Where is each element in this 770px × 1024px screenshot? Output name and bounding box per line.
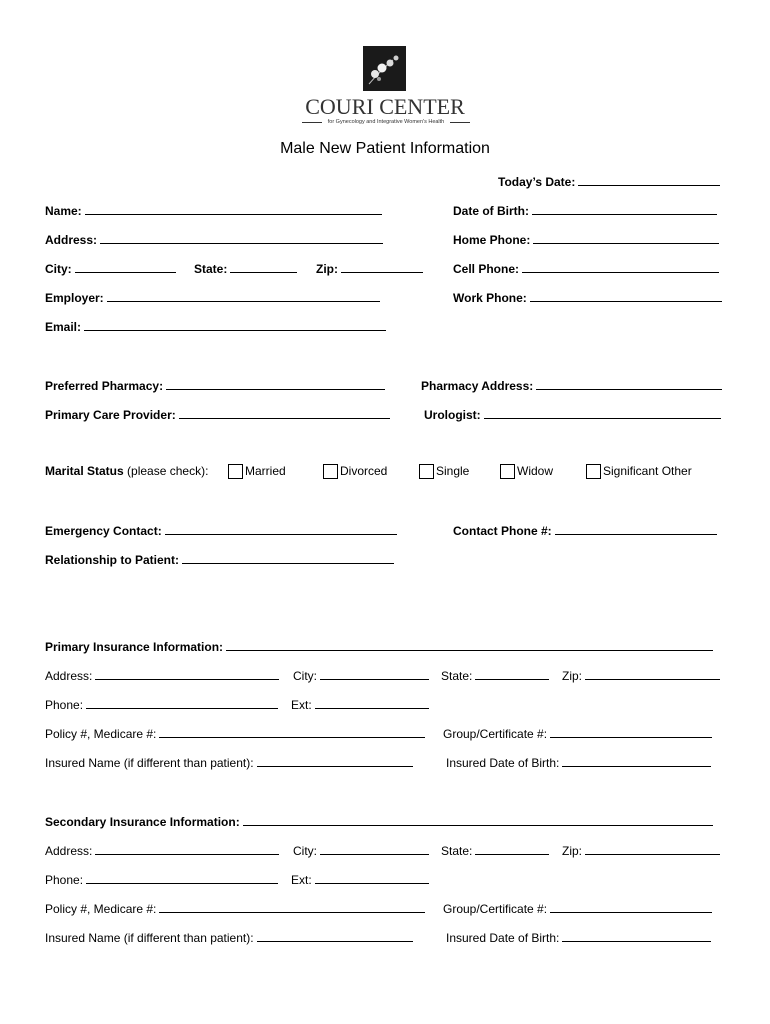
primary-insured-name-label: Insured Name (if different than patient): [45,756,254,770]
secondary-state-line[interactable] [475,843,549,855]
dob-line[interactable] [532,203,717,215]
city-line[interactable] [75,261,176,273]
secondary-policy-line[interactable] [159,901,425,913]
primary-zip-line[interactable] [585,668,720,680]
relationship-label: Relationship to Patient: [45,553,180,567]
logo-image [363,46,406,91]
home-phone-label: Home Phone: [453,233,531,247]
primary-care-label: Primary Care Provider: [45,408,176,422]
employer-label: Employer: [45,291,104,305]
secondary-insured-name-label: Insured Name (if different than patient): [45,931,254,945]
tagline-text: for Gynecology and Integrative Women's Health [327,119,445,125]
primary-insurance-line[interactable] [226,639,713,651]
secondary-insured-dob-field[interactable] [446,930,711,945]
state-line[interactable] [230,261,297,273]
dob-field[interactable] [453,203,717,218]
city-label: City: [45,262,72,276]
work-phone-field[interactable] [453,290,722,305]
primary-care-line[interactable] [179,407,390,419]
secondary-ext-field[interactable] [291,872,429,887]
primary-city-line[interactable] [320,668,429,680]
marital-option-widow[interactable] [500,462,553,480]
marital-status-hint: (please check): [127,464,209,478]
relationship-line[interactable] [182,552,394,564]
secondary-policy-label: Policy #, Medicare #: [45,902,157,916]
name-line[interactable] [85,203,382,215]
primary-zip-field[interactable] [562,668,720,683]
primary-address-field[interactable] [45,668,279,683]
married-label: Married [245,464,286,478]
zip-line[interactable] [341,261,423,273]
relationship-field[interactable] [45,552,394,567]
todays-date-field[interactable] [498,174,720,189]
zip-field[interactable] [316,261,423,276]
secondary-phone-field[interactable] [45,872,278,887]
primary-group-field[interactable] [443,726,712,741]
pharmacy-address-field[interactable] [421,378,722,393]
city-field[interactable] [45,261,176,276]
primary-group-line[interactable] [550,726,712,738]
secondary-zip-line[interactable] [585,843,720,855]
secondary-insurance-label: Secondary Insurance Information: [45,815,240,829]
primary-city-label: City: [293,669,317,683]
orchid-icon [363,46,406,91]
emergency-contact-field[interactable] [45,523,397,538]
urologist-field[interactable] [424,407,721,422]
urologist-label: Urologist: [424,408,481,422]
secondary-insured-dob-label: Insured Date of Birth: [446,931,560,945]
secondary-ext-label: Ext: [291,873,312,887]
primary-policy-line[interactable] [159,726,425,738]
secondary-city-field[interactable] [293,843,429,858]
divorced-label: Divorced [340,464,388,478]
cell-phone-line[interactable] [522,261,719,273]
secondary-city-label: City: [293,844,317,858]
marital-option-single[interactable] [419,462,469,480]
primary-policy-field[interactable] [45,726,425,741]
primary-address-label: Address: [45,669,93,683]
home-phone-field[interactable] [453,232,719,247]
marital-status-label [45,462,208,480]
contact-phone-line[interactable] [555,523,717,535]
significant-other-checkbox[interactable] [586,464,601,479]
primary-state-label: State: [441,669,473,683]
marital-option-significant-other[interactable] [586,462,692,480]
name-label: Name: [45,204,82,218]
primary-insured-dob-label: Insured Date of Birth: [446,756,560,770]
significant-other-label: Significant Other [603,464,692,478]
primary-ext-line[interactable] [315,697,429,709]
secondary-group-field[interactable] [443,901,712,916]
secondary-phone-line[interactable] [86,872,278,884]
primary-ext-label: Ext: [291,698,312,712]
primary-address-line[interactable] [95,668,279,680]
emergency-contact-line[interactable] [165,523,397,535]
secondary-policy-field[interactable] [45,901,425,916]
primary-state-line[interactable] [475,668,549,680]
secondary-address-line[interactable] [95,843,279,855]
secondary-insurance-line[interactable] [243,814,713,826]
primary-insured-name-field[interactable] [45,755,413,770]
logo-tagline [302,118,470,126]
primary-policy-label: Policy #, Medicare #: [45,727,157,741]
preferred-pharmacy-label: Preferred Pharmacy: [45,379,164,393]
marital-option-married[interactable] [228,462,286,480]
secondary-phone-label: Phone: [45,873,84,887]
primary-group-label: Group/Certificate #: [443,727,548,741]
todays-date-label: Today’s Date: [498,175,576,189]
secondary-city-line[interactable] [320,843,429,855]
primary-phone-label: Phone: [45,698,84,712]
primary-insurance-field[interactable] [45,639,713,654]
dob-label: Date of Birth: [453,204,529,218]
employer-line[interactable] [107,290,380,302]
primary-phone-field[interactable] [45,697,278,712]
employer-field[interactable] [45,290,380,305]
primary-city-field[interactable] [293,668,429,683]
address-line[interactable] [100,232,383,244]
widow-checkbox[interactable] [500,464,515,479]
emergency-contact-label: Emergency Contact: [45,524,162,538]
work-phone-label: Work Phone: [453,291,527,305]
tagline-rule-left [302,122,322,123]
preferred-pharmacy-field[interactable] [45,378,385,393]
secondary-zip-label: Zip: [562,844,583,858]
name-field[interactable] [45,203,382,218]
secondary-state-field[interactable] [441,843,549,858]
cell-phone-label: Cell Phone: [453,262,520,276]
primary-zip-label: Zip: [562,669,583,683]
page-title: Male New Patient Information [280,140,490,157]
secondary-insurance-field[interactable] [45,814,713,829]
pharmacy-address-label: Pharmacy Address: [421,379,534,393]
primary-care-field[interactable] [45,407,390,422]
secondary-insured-name-line[interactable] [257,930,413,942]
urologist-line[interactable] [484,407,721,419]
tagline-rule-right [450,122,470,123]
primary-state-field[interactable] [441,668,549,683]
secondary-insured-dob-line[interactable] [562,930,711,942]
secondary-address-label: Address: [45,844,93,858]
pharmacy-address-line[interactable] [536,378,722,390]
marital-status-title: Marital Status [45,464,124,478]
logo-name: COURI CENTER [305,94,465,119]
email-line[interactable] [84,319,386,331]
secondary-insured-name-field[interactable] [45,930,413,945]
work-phone-line[interactable] [530,290,722,302]
single-checkbox[interactable] [419,464,434,479]
secondary-state-label: State: [441,844,473,858]
state-label: State: [194,262,228,276]
divorced-checkbox[interactable] [323,464,338,479]
primary-phone-line[interactable] [86,697,278,709]
married-checkbox[interactable] [228,464,243,479]
address-field[interactable] [45,232,383,247]
secondary-address-field[interactable] [45,843,279,858]
cell-phone-field[interactable] [453,261,719,276]
marital-option-divorced[interactable] [323,462,387,480]
primary-insured-dob-line[interactable] [562,755,711,767]
preferred-pharmacy-line[interactable] [166,378,385,390]
zip-label: Zip: [316,262,338,276]
single-label: Single [436,464,470,478]
primary-insured-dob-field[interactable] [446,755,711,770]
secondary-zip-field[interactable] [562,843,720,858]
primary-insurance-label: Primary Insurance Information: [45,640,224,654]
email-label: Email: [45,320,82,334]
widow-label: Widow [517,464,554,478]
home-phone-line[interactable] [533,232,719,244]
contact-phone-label: Contact Phone #: [453,524,552,538]
email-field[interactable] [45,319,386,334]
primary-insured-name-line[interactable] [257,755,413,767]
secondary-group-label: Group/Certificate #: [443,902,548,916]
todays-date-line[interactable] [578,174,720,186]
address-label: Address: [45,233,98,247]
contact-phone-field[interactable] [453,523,717,538]
secondary-group-line[interactable] [550,901,712,913]
secondary-ext-line[interactable] [315,872,429,884]
state-field[interactable] [194,261,297,276]
primary-ext-field[interactable] [291,697,429,712]
